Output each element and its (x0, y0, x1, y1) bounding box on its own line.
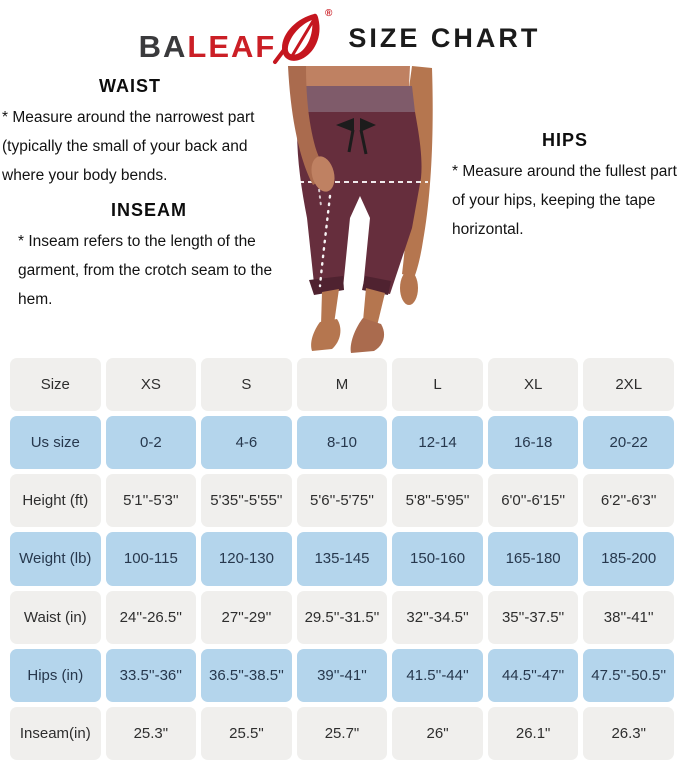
table-cell: 44.5''-47'' (488, 649, 579, 702)
table-cell: 24''-26.5'' (106, 591, 197, 644)
table-cell: 185-200 (583, 532, 674, 585)
brand-text-ba: BA (138, 29, 188, 64)
waist-note (2, 76, 258, 190)
table-cell: 0-2 (106, 416, 197, 469)
table-cell: 100-115 (106, 532, 197, 585)
table-cell: 26.3" (583, 707, 674, 760)
table-cell: 135-145 (297, 532, 388, 585)
table-cell: 26.1" (488, 707, 579, 760)
table-cell: 16-18 (488, 416, 579, 469)
table-cell: 8-10 (297, 416, 388, 469)
table-header-cell: XS (106, 358, 197, 411)
header (0, 10, 679, 66)
brand-wordmark (139, 31, 277, 66)
table-cell: 6'0''-6'15'' (488, 474, 579, 527)
table-header-cell: 2XL (583, 358, 674, 411)
row-label-cell: Inseam(in) (10, 707, 101, 760)
hips-note-body: * Measure around the fullest part of your hips, keeping the tape horizontal. (452, 163, 677, 238)
table-cell: 4-6 (201, 416, 292, 469)
brand-text-leaf: LEAF (187, 29, 277, 64)
table-header-cell: XL (488, 358, 579, 411)
joggers-illustration (276, 66, 444, 360)
table-cell: 27''-29'' (201, 591, 292, 644)
page-title: SIZE CHART (348, 22, 541, 53)
table-cell: 38''-41'' (583, 591, 674, 644)
table-cell: 35''-37.5'' (488, 591, 579, 644)
table-header-cell: L (392, 358, 483, 411)
table-cell: 120-130 (201, 532, 292, 585)
inseam-note (18, 200, 280, 314)
table-cell: 5'8''-5'95'' (392, 474, 483, 527)
row-label-cell: Hips (in) (10, 649, 101, 702)
hips-note (452, 130, 678, 244)
table-cell: 12-14 (392, 416, 483, 469)
table-cell: 47.5''-50.5'' (583, 649, 674, 702)
table-cell: 6'2''-6'3'' (583, 474, 674, 527)
inseam-note-title: INSEAM (110, 200, 187, 220)
table-header-cell: M (297, 358, 388, 411)
table-cell: 26" (392, 707, 483, 760)
table-cell: 25.7" (297, 707, 388, 760)
row-label-cell: Weight (lb) (10, 532, 101, 585)
table-cell: 33.5''-36'' (106, 649, 197, 702)
table-cell: 39''-41'' (297, 649, 388, 702)
table-cell: 165-180 (488, 532, 579, 585)
table-cell: 20-22 (583, 416, 674, 469)
row-label-cell: Waist (in) (10, 591, 101, 644)
row-label-cell: Us size (10, 416, 101, 469)
table-cell: 5'6''-5'75'' (297, 474, 388, 527)
table-cell: 25.5" (201, 707, 292, 760)
baleaf-logo (138, 8, 333, 66)
table-cell: 150-160 (392, 532, 483, 585)
leaf-logo-icon (272, 8, 333, 66)
table-corner-cell: Size (10, 358, 101, 411)
table-cell: 29.5''-31.5'' (297, 591, 388, 644)
size-table (10, 358, 674, 760)
table-cell: 41.5''-44'' (392, 649, 483, 702)
row-label-cell: Height (ft) (10, 474, 101, 527)
waist-note-title: WAIST (99, 76, 161, 96)
table-cell: 5'1''-5'3'' (106, 474, 197, 527)
hips-note-title: HIPS (541, 130, 588, 150)
table-header-cell: S (201, 358, 292, 411)
inseam-note-body: * Inseam refers to the length of the garment, from the crotch seam to the hem. (18, 233, 273, 308)
table-cell: 36.5''-38.5'' (201, 649, 292, 702)
table-cell: 25.3" (106, 707, 197, 760)
waist-note-body: * Measure around the narrowest part (typically the small of your back and where your body bends. (2, 109, 255, 184)
registered-trademark: ® (324, 8, 333, 19)
model-photo (276, 66, 444, 360)
table-cell: 5'35''-5'55'' (201, 474, 292, 527)
table-cell: 32''-34.5'' (392, 591, 483, 644)
